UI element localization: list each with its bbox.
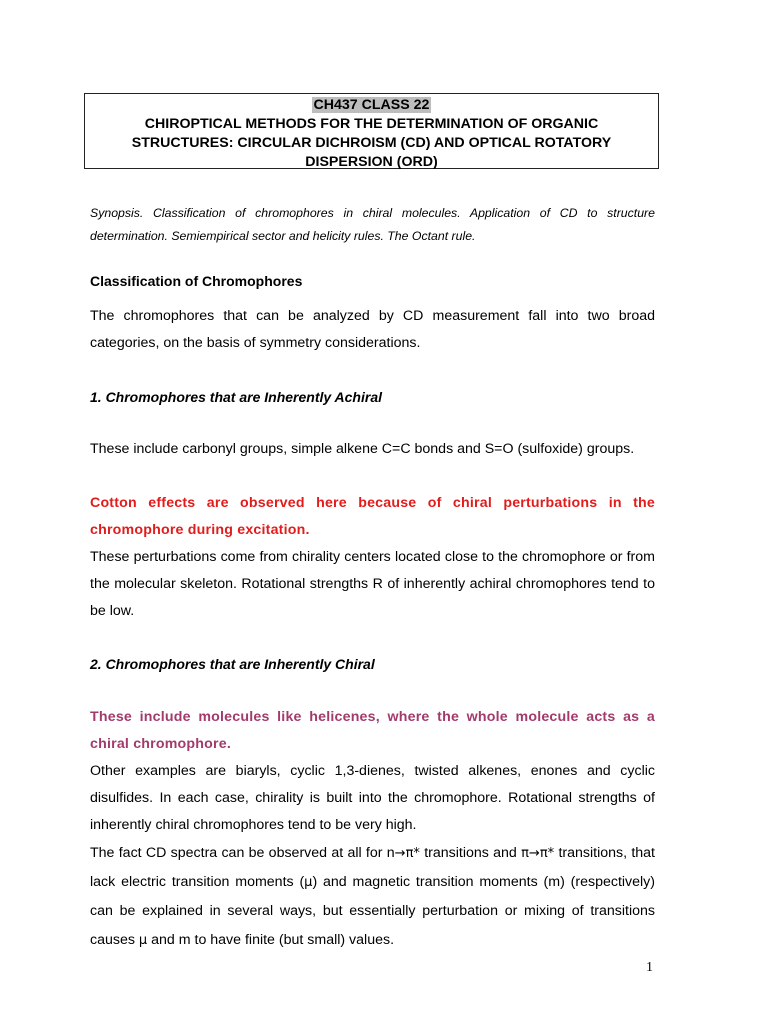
- course-code: CH437 CLASS 22: [313, 97, 430, 113]
- mu-symbol: μ: [304, 875, 313, 890]
- section2-highlight: These include molecules like helicenes, where the whole molecule acts as a chiral chromophore.: [90, 709, 655, 752]
- section-heading: Classification of Chromophores: [90, 273, 303, 289]
- section1-paragraph1: These include carbonyl groups, simple alkene C=C bonds and S=O (sulfoxide) groups.: [90, 441, 635, 457]
- section2-paragraph2: [90, 839, 655, 955]
- para2-text-b: transitions and: [419, 845, 522, 861]
- section1-heading: 1. Chromophores that are Inherently Achiral: [90, 389, 382, 405]
- title-line-3: DISPERSION (ORD): [305, 154, 438, 170]
- para2-text-a: The fact CD spectra can be observed at all for n: [90, 845, 395, 861]
- section1-paragraph2: These perturbations come from chirality centers located close to the chromophore or from the molecular skeleton. Rotational strengths R of inherently achiral chromophores tend to be low.: [90, 549, 655, 619]
- para2-text-d: ) and magnetic transition moments (m) (respectively) can be explained in several ways, but essentially perturbation or mixing of transitions causes: [90, 874, 655, 948]
- section2-heading: 2. Chromophores that are Inherently Chiral: [90, 656, 375, 672]
- mu-symbol-2: μ: [138, 933, 148, 948]
- synopsis: Synopsis. Classification of chromophores in chiral molecules. Application of CD to structure determination. Semiempirical sector and helicity rules. The Octant rule.: [90, 206, 655, 243]
- pi-symbol: π: [521, 846, 529, 861]
- para2-text-e: and m to have finite (but small) values.: [147, 932, 395, 948]
- pi-star-symbol: π*: [405, 846, 420, 861]
- arrow-symbol-2: →: [528, 846, 540, 861]
- title-line-1: CHIROPTICAL METHODS FOR THE DETERMINATION OF ORGANIC: [144, 116, 599, 132]
- intro-paragraph: The chromophores that can be analyzed by CD measurement fall into two broad categories, on the basis of symmetry considerations.: [90, 308, 655, 351]
- page-number: 1: [646, 960, 653, 975]
- para2-text-c: transitions, that lack electric transition moments (: [90, 845, 655, 890]
- section1-highlight: Cotton effects are observed here because of chiral perturbations in the chromophore during excitation.: [90, 495, 655, 538]
- title-box: [84, 93, 659, 169]
- pi-star-symbol-2: π*: [539, 846, 555, 861]
- arrow-symbol: →: [394, 846, 406, 861]
- course-code-line: [85, 96, 658, 115]
- section2-paragraph1: Other examples are biaryls, cyclic 1,3-dienes, twisted alkenes, enones and cyclic disulfides. In each case, chirality is built into the chromophore. Rotational strengths of inherently chiral chromophores tend to be very high.: [90, 763, 655, 833]
- title-line-2: STRUCTURES: CIRCULAR DICHROISM (CD) AND OPTICAL ROTATORY: [131, 135, 612, 151]
